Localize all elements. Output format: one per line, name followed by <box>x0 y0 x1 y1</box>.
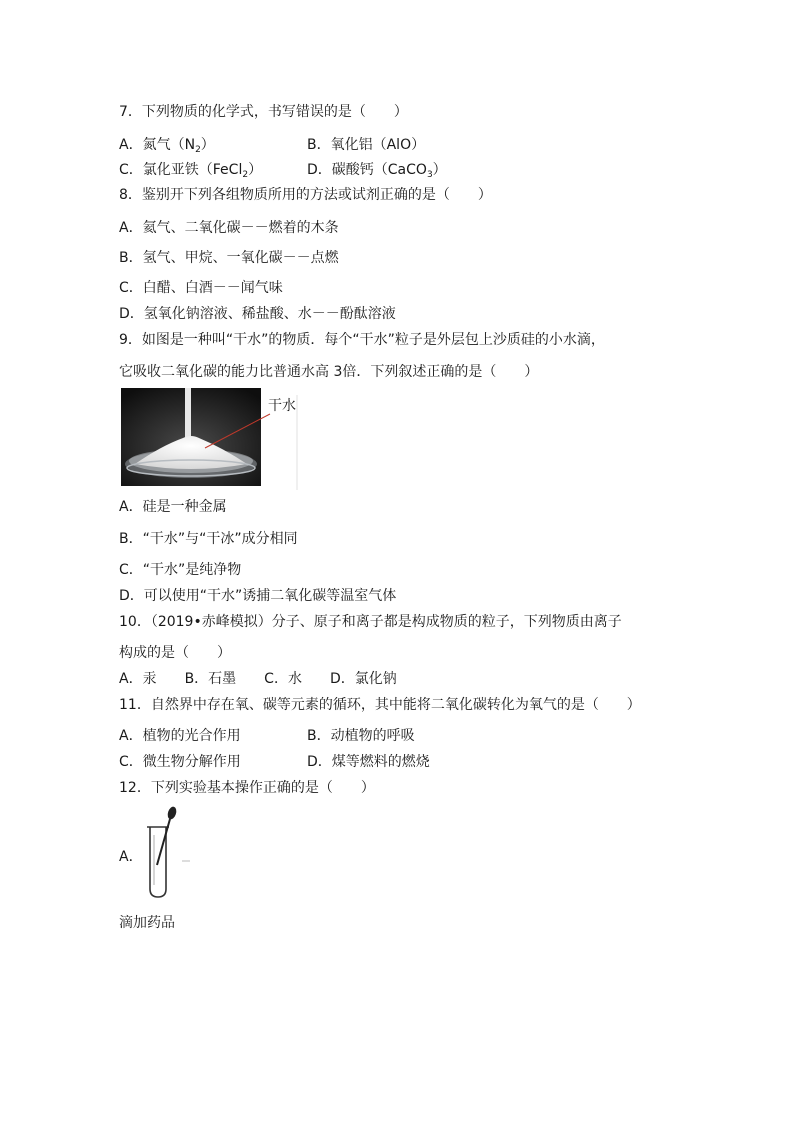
q9-stem-line2: 它吸收二氧化碳的能力比普通水高 3倍．下列叙述正确的是（ ） <box>119 364 539 380</box>
q7-option-c: C．氯化亚铁（FeCl$_2$） <box>119 162 263 180</box>
q9-option-a: A．硅是一种金属 <box>119 499 227 515</box>
q9-option-c: C．“干水”是纯净物 <box>119 562 242 578</box>
q12-option-a-label: A． <box>119 849 143 865</box>
q10-stem-line1: 10．（2019•赤峰模拟）分子、原子和离子都是构成物质的粒子，下列物质由离子 <box>119 614 622 630</box>
q11-option-d: D．煤等燃料的燃烧 <box>307 754 430 770</box>
dry-water-label: 干水 <box>268 398 296 414</box>
q9-option-b: B．“干水”与“干冰”成分相同 <box>119 531 298 547</box>
q7-option-d: D．碳酸钙（CaCO$_3$） <box>307 162 447 180</box>
q11-option-a: A．植物的光合作用 <box>119 728 241 744</box>
q8-option-c: C．白醋、白酒－－闻气味 <box>119 280 283 296</box>
q11-stem: 11．自然界中存在氧、碳等元素的循环，其中能将二氧化碳转化为氧气的是（ ） <box>119 697 641 713</box>
q8-option-a: A．氦气、二氧化碳－－燃着的木条 <box>119 220 339 236</box>
q7-option-a: A．氮气$(N_2)$ <box>119 137 215 155</box>
q10-options: A．汞 B．石墨 C．水 D．氯化钠 <box>119 671 397 687</box>
q8-option-b: B．氢气、甲烷、一氧化碳－－点燃 <box>119 250 339 266</box>
q9-stem-line1: 9．如图是一种叫“干水”的物质．每个“干水”粒子是外层包上沙质硅的小水滴， <box>119 332 605 348</box>
q12-option-a-caption: 滴加药品 <box>119 915 175 931</box>
q11-option-c: C．微生物分解作用 <box>119 754 241 770</box>
q12-stem: 12．下列实验基本操作正确的是（ ） <box>119 780 375 796</box>
q8-stem: 8．鉴别开下列各组物质所用的方法或试剂正确的是（ ） <box>119 187 492 203</box>
q8-option-d: D．氢氧化钠溶液、稀盐酸、水－－酚酞溶液 <box>119 306 396 322</box>
q9-option-d: D．可以使用“干水”诱捕二氧化碳等温室气体 <box>119 588 397 604</box>
q7-stem: 7．下列物质的化学式，书写错误的是（ ） <box>119 104 408 120</box>
q7-option-b: B．氧化铝（AlO） <box>307 137 426 153</box>
q11-option-b: B．动植物的呼吸 <box>307 728 415 744</box>
q10-stem-line2: 构成的是（ ） <box>119 645 231 661</box>
test-tube-dropper-icon <box>138 805 194 900</box>
